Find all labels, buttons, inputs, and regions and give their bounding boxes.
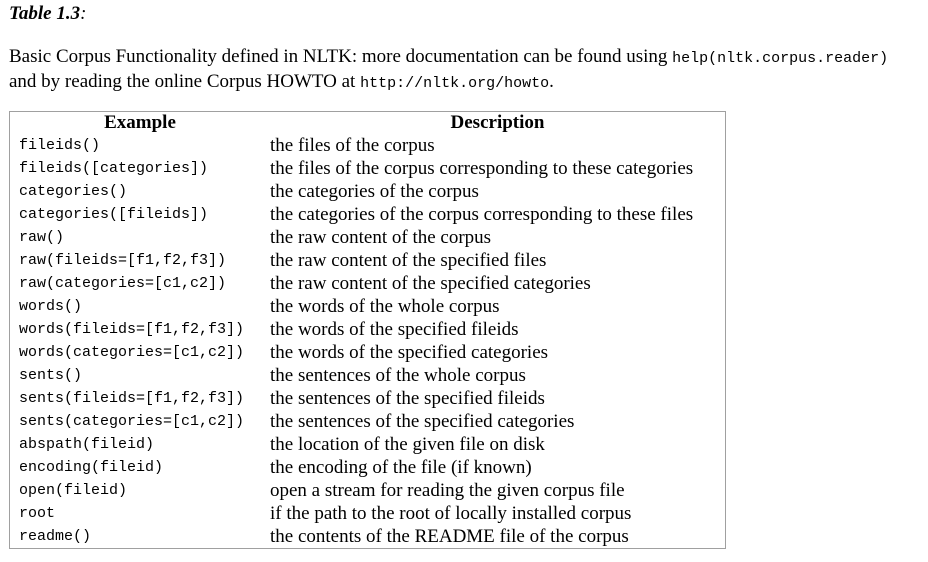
description-cell: the sentences of the whole corpus xyxy=(270,365,526,386)
description-cell: the files of the corpus corresponding to these categories xyxy=(270,158,694,179)
example-cell: raw(fileids=[f1,f2,f3]) xyxy=(19,252,227,269)
table-row xyxy=(10,318,725,341)
intro-paragraph xyxy=(9,45,924,95)
example-cell: encoding(fileid) xyxy=(19,459,164,476)
description-cell: the words of the whole corpus xyxy=(270,296,500,317)
table-row xyxy=(10,203,725,226)
example-cell: words(fileids=[f1,f2,f3]) xyxy=(19,321,245,338)
example-cell: fileids() xyxy=(19,137,101,154)
table-row xyxy=(10,157,725,180)
table-caption-suffix: : xyxy=(80,3,87,24)
intro-text-end: . xyxy=(549,71,554,92)
table-row xyxy=(10,341,725,364)
intro-text-before-code: Basic Corpus Functionality defined in NLTK: more documentation can be found using xyxy=(9,46,673,67)
description-cell: the encoding of the file (if known) xyxy=(270,457,532,478)
intro-code-url: http://nltk.org/howto xyxy=(360,75,550,92)
description-cell: the words of the specified fileids xyxy=(270,319,519,340)
description-cell: the categories of the corpus corresponding to these files xyxy=(270,204,694,225)
description-cell: the sentences of the specified fileids xyxy=(270,388,545,409)
table-row xyxy=(10,387,725,410)
example-cell: sents() xyxy=(19,367,83,384)
description-cell: the words of the specified categories xyxy=(270,342,549,363)
example-cell: sents(fileids=[f1,f2,f3]) xyxy=(19,390,245,407)
table-caption xyxy=(9,3,86,25)
example-cell: root xyxy=(19,505,56,522)
header-example: Example xyxy=(104,112,176,133)
intro-text-middle: and by reading the online Corpus HOWTO at xyxy=(9,71,361,92)
example-cell: raw() xyxy=(19,229,65,246)
description-cell: the location of the given file on disk xyxy=(270,434,545,455)
corpus-functionality-table xyxy=(9,111,726,549)
example-cell: abspath(fileid) xyxy=(19,436,155,453)
table-row xyxy=(10,525,725,548)
description-cell: the raw content of the specified files xyxy=(270,250,547,271)
table-row xyxy=(10,180,725,203)
table-row xyxy=(10,249,725,272)
description-cell: if the path to the root of locally installed corpus xyxy=(270,503,632,524)
intro-code-help: help(nltk.corpus.reader) xyxy=(672,50,889,67)
description-cell: the sentences of the specified categories xyxy=(270,411,575,432)
table-row xyxy=(10,134,725,157)
example-cell: raw(categories=[c1,c2]) xyxy=(19,275,227,292)
table-row xyxy=(10,410,725,433)
description-cell: the raw content of the specified categories xyxy=(270,273,591,294)
header-description: Description xyxy=(450,112,545,133)
example-cell: words() xyxy=(19,298,83,315)
description-cell: the files of the corpus xyxy=(270,135,435,156)
example-cell: words(categories=[c1,c2]) xyxy=(19,344,245,361)
table-row xyxy=(10,272,725,295)
example-cell: categories() xyxy=(19,183,128,200)
table-row xyxy=(10,295,725,318)
table-row xyxy=(10,433,725,456)
table-row xyxy=(10,502,725,525)
table-row xyxy=(10,479,725,502)
example-cell: categories([fileids]) xyxy=(19,206,209,223)
table-caption-label: Table 1.3 xyxy=(9,3,81,24)
table-row xyxy=(10,226,725,249)
description-cell: open a stream for reading the given corpus file xyxy=(270,480,625,501)
example-cell: sents(categories=[c1,c2]) xyxy=(19,413,245,430)
table-row xyxy=(10,456,725,479)
example-cell: fileids([categories]) xyxy=(19,160,209,177)
table-row xyxy=(10,364,725,387)
example-cell: open(fileid) xyxy=(19,482,128,499)
example-cell: readme() xyxy=(19,528,92,545)
description-cell: the categories of the corpus xyxy=(270,181,479,202)
description-cell: the contents of the README file of the corpus xyxy=(270,526,629,547)
description-cell: the raw content of the corpus xyxy=(270,227,492,248)
table-body xyxy=(10,134,725,548)
table-header-row xyxy=(10,112,725,134)
